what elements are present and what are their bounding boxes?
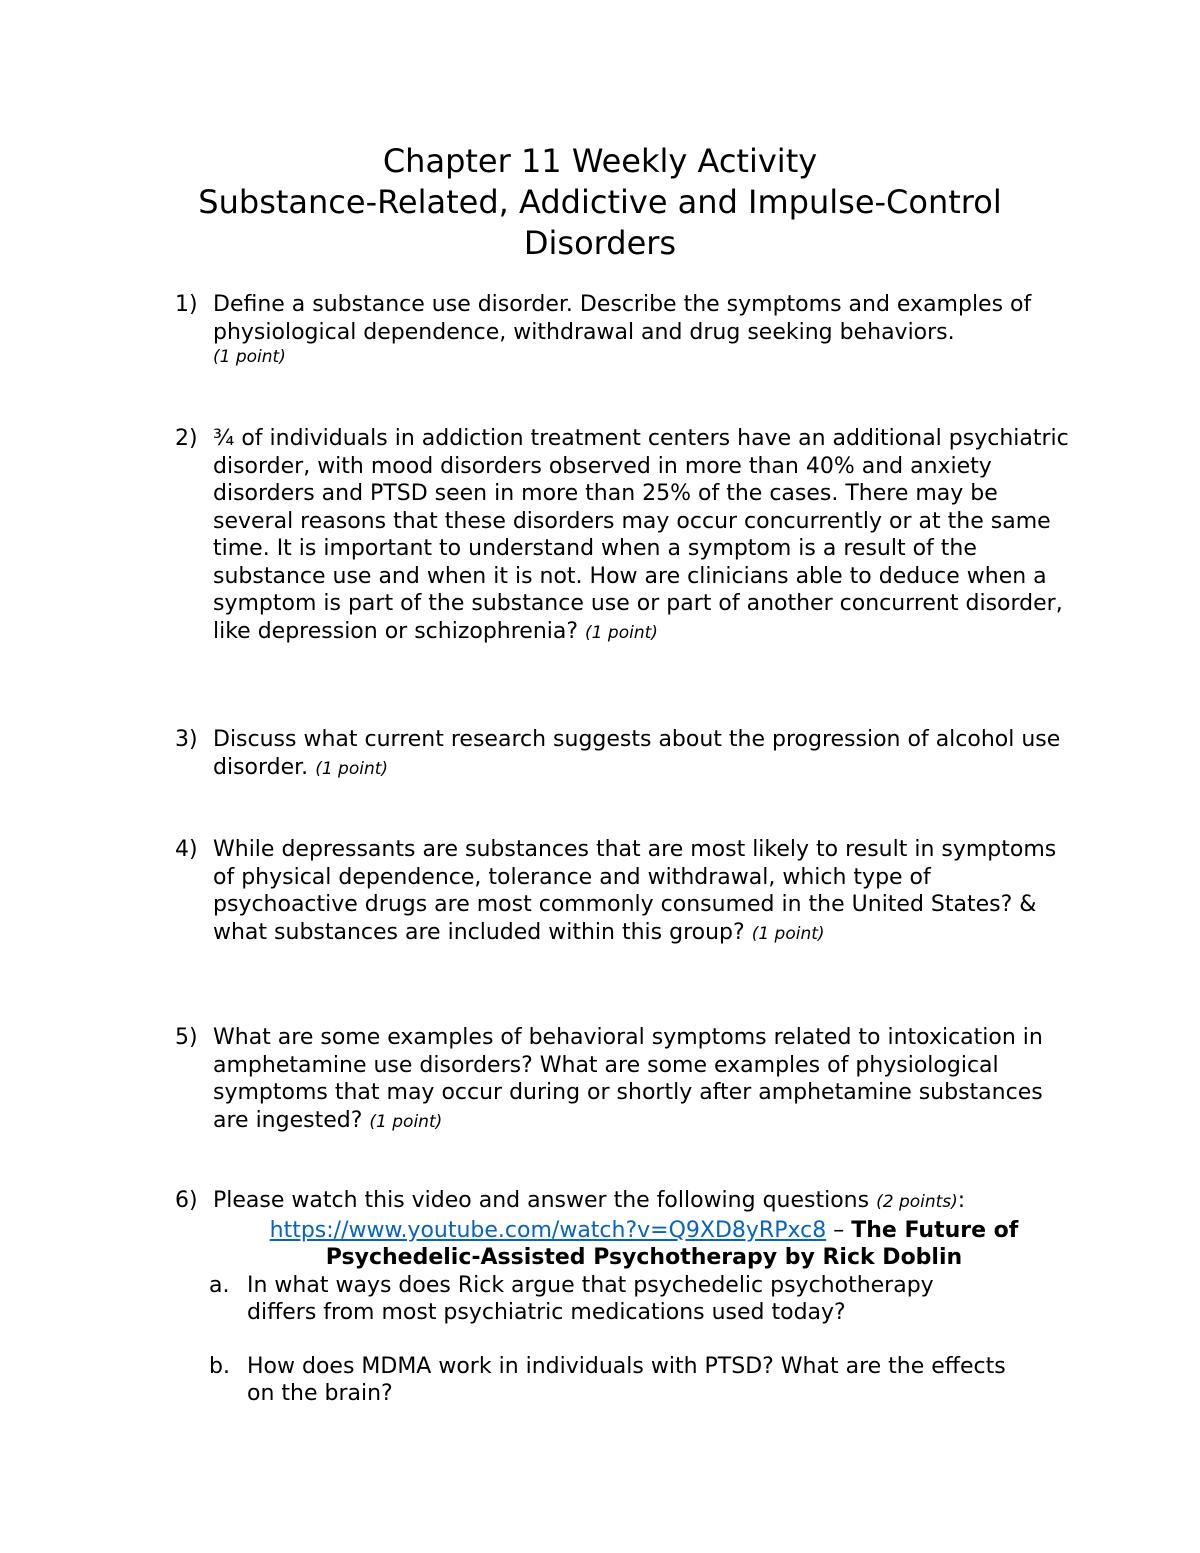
question-points: (2 points) — [876, 1192, 958, 1212]
video-link[interactable]: https://www.youtube.com/watch?v=Q9XD8yRPxc8 — [269, 1217, 827, 1243]
question-text: While depressants are substances that are most likely to result in symptoms of physical dependence, tolerance and withdrawal, which type of psychoactive drugs are most commonly consumed in the United States? & what substances are included within this group? — [213, 837, 1057, 945]
question-6 — [175, 1187, 1075, 1408]
question-3 — [175, 726, 1075, 783]
title-line-1: Chapter 11 Weekly Activity — [382, 142, 818, 180]
question-body — [213, 1187, 1075, 1272]
sub-question-letter: a. — [209, 1272, 230, 1298]
question-body — [213, 1024, 1075, 1136]
question-body — [213, 291, 1075, 368]
question-body — [213, 836, 1075, 948]
sub-question-text: In what ways does Rick argue that psychedelic psychotherapy differs from most psychiatric medications used today? — [247, 1272, 934, 1325]
question-number: 6) — [175, 1188, 198, 1213]
question-colon: : — [957, 1188, 966, 1213]
question-4 — [175, 836, 1075, 948]
video-title-part-1: The Future of — [851, 1217, 1019, 1243]
document-title — [140, 141, 1060, 264]
sub-question-letter: b. — [209, 1353, 230, 1379]
question-points: (1 point) — [213, 347, 286, 367]
question-2 — [175, 425, 1075, 647]
question-points: (1 point) — [369, 1111, 443, 1132]
question-points: (1 point) — [751, 923, 825, 944]
question-number: 1) — [175, 292, 198, 317]
question-number: 5) — [175, 1025, 198, 1050]
title-line-3: Disorders — [523, 224, 677, 262]
question-number: 2) — [175, 426, 198, 451]
question-body — [213, 425, 1075, 647]
question-5 — [175, 1024, 1075, 1136]
question-number: 3) — [175, 727, 198, 752]
question-text: Please watch this video and answer the following questions — [213, 1188, 870, 1213]
question-points: (1 point) — [585, 622, 658, 643]
sub-question-a — [175, 1272, 1075, 1327]
question-number: 4) — [175, 837, 198, 862]
sub-question-text: How does MDMA work in individuals with PTSD? What are the effects on the brain? — [247, 1353, 1006, 1406]
video-reference-line-1 — [213, 1217, 1075, 1245]
question-text: What are some examples of behavioral symptoms related to intoxication in amphetamine use disorders? What are some examples of physiological symptoms that may occur during or shortly after amphetamine substances are ingested? — [213, 1025, 1043, 1133]
question-points: (1 point) — [315, 758, 389, 779]
question-body — [213, 726, 1075, 783]
sub-question-b — [175, 1353, 1075, 1408]
video-title-part-2: Psychedelic-Assisted Psychotherapy by Rick Doblin — [325, 1245, 963, 1270]
title-line-2: Substance-Related, Addictive and Impulse-Control — [198, 183, 1002, 221]
question-1 — [175, 291, 1075, 368]
question-text: Define a substance use disorder. Describe the symptoms and examples of physiological dependence, withdrawal and drug seeking behaviors. — [213, 292, 1032, 345]
question-text: ¾ of individuals in addiction treatment centers have an additional psychiatric disorder, with mood disorders observed in more than 40% and anxiety disorders and PTSD seen in more than 25% of the cases. There may be several reasons that these disorders may occur concurrently or at the same time. It is important to understand when a symptom is a result of the substance use and when it is not. How are clinicians able to deduce when a symptom is part of the substance use or part of another concurrent disorder, like depression or schizophrenia? — [213, 426, 1069, 644]
question-text: Discuss what current research suggests about the progression of alcohol use disorder. — [213, 727, 1061, 780]
dash-separator: – — [833, 1217, 845, 1243]
